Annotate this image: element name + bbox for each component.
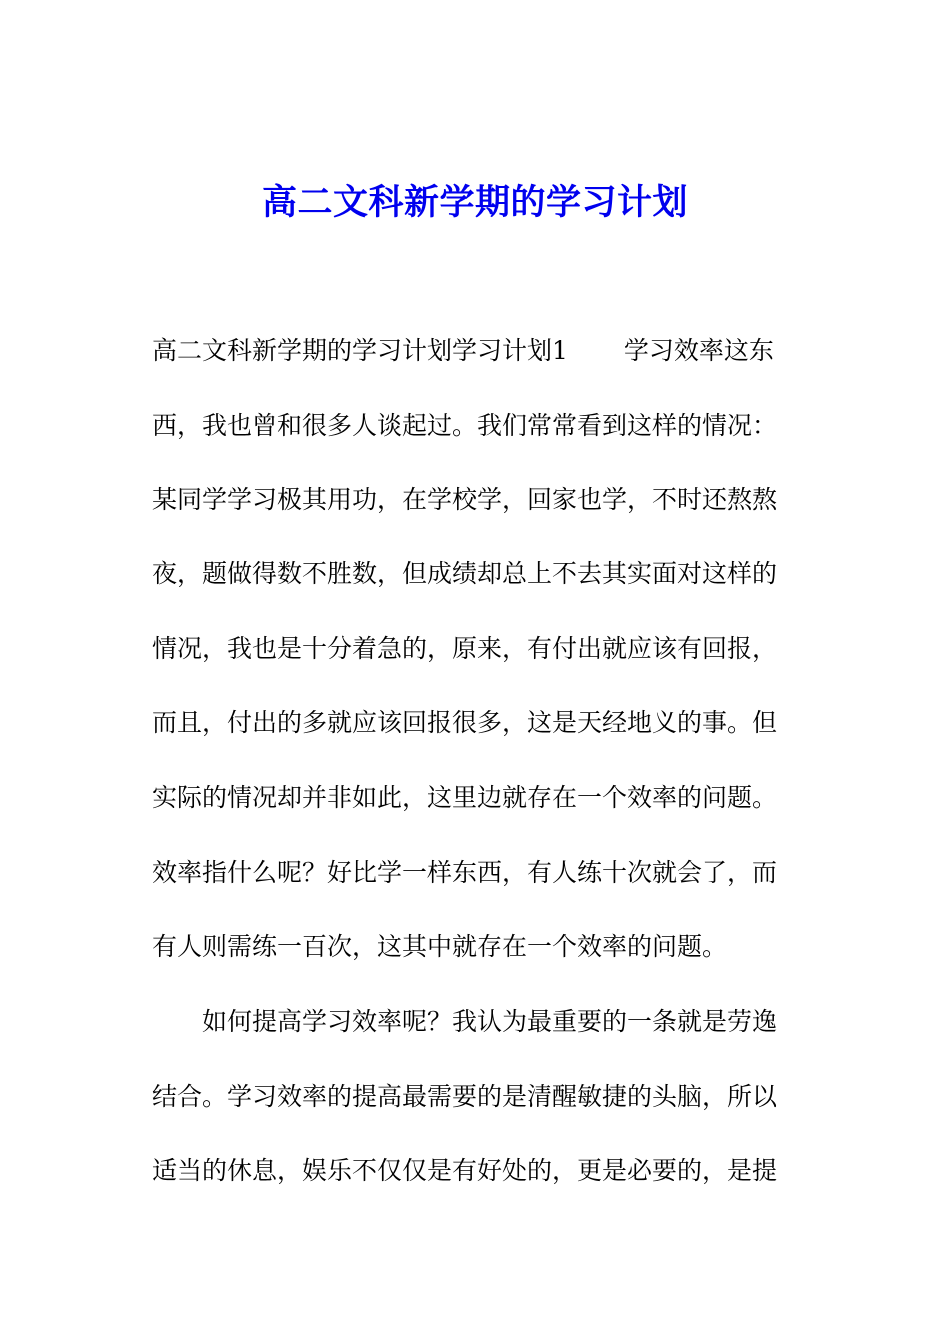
paragraph-line: 有人则需练一百次，这其中就存在一个效率的问题。 [152, 932, 728, 961]
paragraph-line: 西，我也曾和很多人谈起过。我们常常看到这样的情况： [152, 411, 778, 440]
section-heading: 高二文科新学期的学习计划学习计划1 [152, 336, 568, 365]
paragraph-line: 如何提高学习效率呢？我认为最重要的一条就是劳逸 [202, 1007, 778, 1036]
paragraph-line: 效率指什么呢？好比学一样东西，有人练十次就会了，而 [152, 858, 778, 887]
paragraph-line: 而且，付出的多就应该回报很多，这是天经地义的事。但 [152, 708, 778, 737]
paragraph-line: 夜，题做得数不胜数，但成绩却总上不去其实面对这样的 [152, 559, 778, 588]
paragraph-line: 结合。学习效率的提高最需要的是清醒敏捷的头脑，所以 [152, 1082, 778, 1111]
paragraph-text: 学习效率这东 [623, 336, 774, 365]
paragraph-line: 适当的休息，娱乐不仅仅是有好处的，更是必要的，是提 [152, 1156, 778, 1185]
paragraph-line: 情况，我也是十分着急的，原来，有付出就应该有回报， [152, 634, 778, 663]
paragraph-line: 实际的情况却并非如此，这里边就存在一个效率的问题。 [152, 783, 778, 812]
paragraph-line [152, 333, 798, 369]
document-title: 高二文科新学期的学习计划 [261, 182, 688, 223]
paragraph-line: 某同学学习极其用功，在学校学，回家也学，不时还熬熬 [152, 485, 778, 514]
